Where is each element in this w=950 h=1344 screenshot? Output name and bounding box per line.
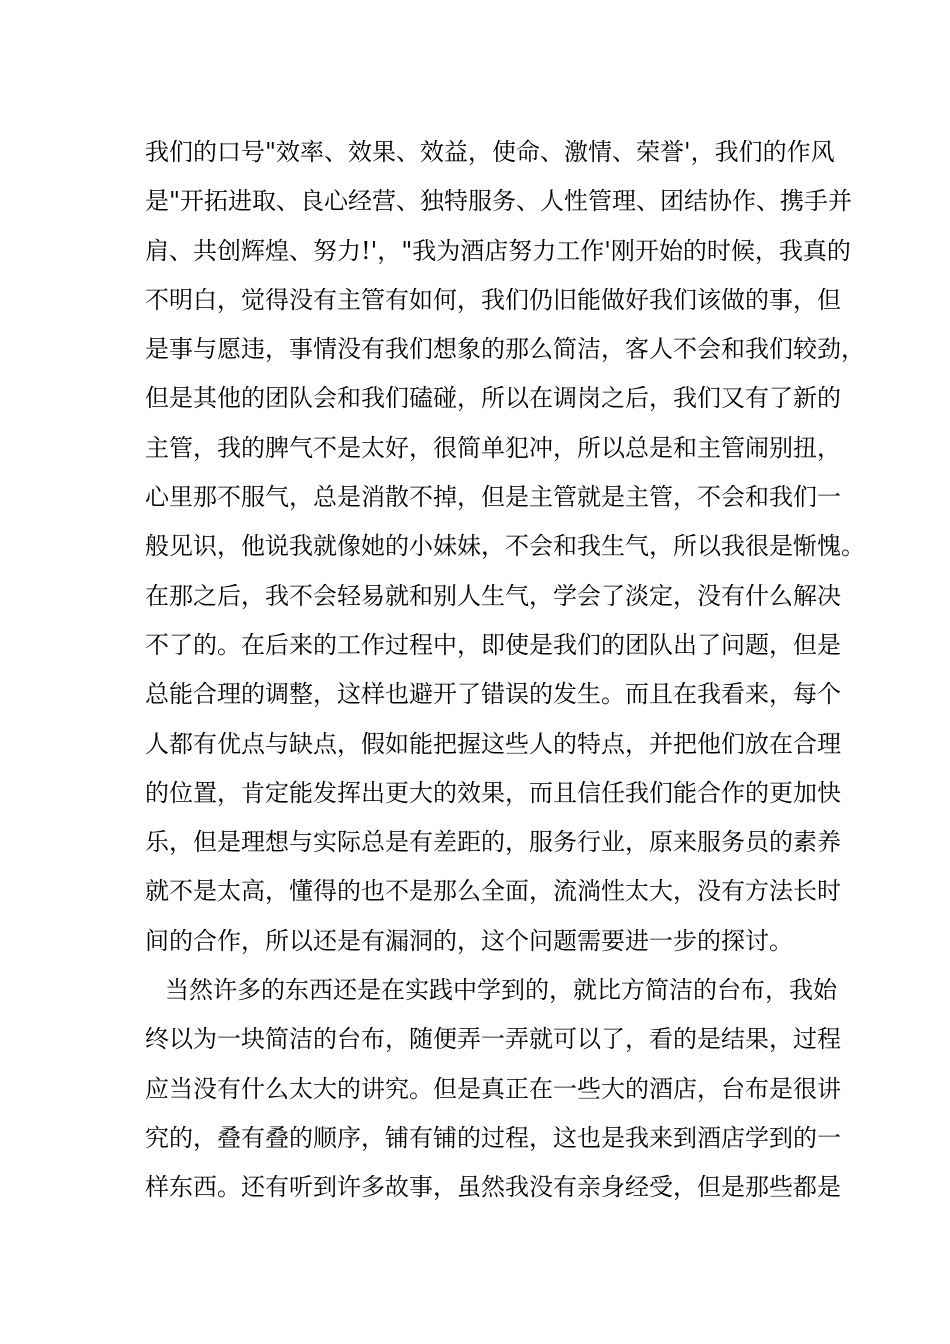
text-line: 的位置，肯定能发挥出更大的效果，而且信任我们能合作的更加快 bbox=[145, 778, 841, 807]
text-line: 总能合理的调整，这样也避开了错误的发生。而且在我看来，每个 bbox=[145, 680, 841, 709]
text-line: 心里那不服气，总是消散不掉，但是主管就是主管，不会和我们一 bbox=[145, 483, 841, 512]
text-line: 肩、共创辉煌、努力!'，"我为酒店努力工作'刚开始的时候，我真的 bbox=[145, 236, 851, 265]
text-line: 般见识，他说我就像她的小妹妹，不会和我生气，所以我很是惭愧。 bbox=[145, 532, 865, 561]
paragraph-first-line: 当然许多的东西还是在实践中学到的，就比方简洁的台布，我始 bbox=[165, 976, 837, 1005]
text-line: 不明白，觉得没有主管有如何，我们仍旧能做好我们该做的事，但 bbox=[145, 285, 841, 314]
text-line: 主管，我的脾气不是太好，很简单犯冲，所以总是和主管闹别扭， bbox=[145, 433, 841, 462]
text-line: 样东西。还有听到许多故事，虽然我没有亲身经受，但是那些都是 bbox=[145, 1173, 841, 1202]
text-line: 但是其他的团队会和我们磕碰，所以在调岗之后，我们又有了新的 bbox=[145, 384, 841, 413]
text-line: 终以为一块简洁的台布，随便弄一弄就可以了，看的是结果，过程 bbox=[145, 1025, 841, 1054]
text-line: 乐，但是理想与实际总是有差距的，服务行业，原来服务员的素养 bbox=[145, 828, 841, 857]
text-line: 是事与愿违，事情没有我们想象的那么简洁，客人不会和我们较劲， bbox=[145, 335, 865, 364]
text-line: 应当没有什么太大的讲究。但是真正在一些大的酒店，台布是很讲 bbox=[145, 1074, 841, 1103]
text-line: 在那之后，我不会轻易就和别人生气，学会了淡定，没有什么解决 bbox=[145, 581, 841, 610]
text-line: 人都有优点与缺点，假如能把握这些人的特点，并把他们放在合理 bbox=[145, 729, 841, 758]
text-line: 我们的口号"效率、效果、效益，使命、激情、荣誉'，我们的作风 bbox=[145, 138, 835, 166]
text-line: 间的合作，所以还是有漏洞的，这个问题需要进一步的探讨。 bbox=[145, 926, 793, 955]
text-line: 就不是太高，懂得的也不是那么全面，流淌性太大，没有方法长时 bbox=[145, 877, 841, 906]
document-body-text bbox=[145, 128, 865, 1213]
text-line: 不了的。在后来的工作过程中，即使是我们的团队出了问题，但是 bbox=[145, 630, 841, 659]
text-line: 究的，叠有叠的顺序，铺有铺的过程，这也是我来到酒店学到的一 bbox=[145, 1123, 841, 1152]
text-line: 是"开拓进取、良心经营、独特服务、人性管理、团结协作、携手并 bbox=[145, 187, 853, 216]
